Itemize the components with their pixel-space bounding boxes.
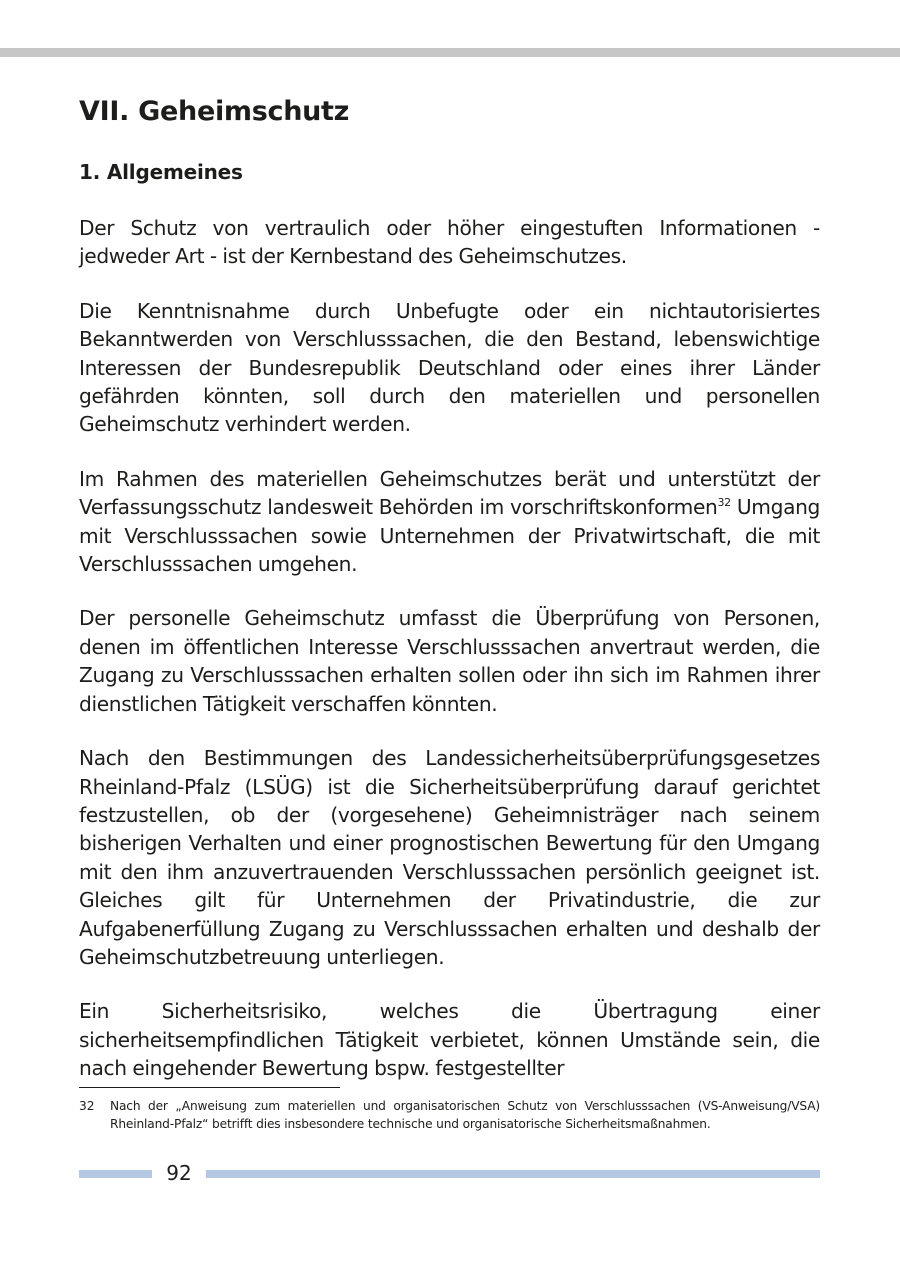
footnote-divider (79, 1087, 340, 1088)
paragraph-3-text-start: Im Rahmen des materiellen Geheimschutzes berät und unterstützt der Verfassungsschutz landesweit Behörden im vorschriftskonformen (79, 466, 820, 520)
page-number: 92 (166, 1161, 192, 1185)
paragraph-6: Ein Sicherheitsrisiko, welches die Übertragung einer sicherheitsempfindlichen Tätigkeit verbietet, können Umstände sein, die nach eingehender Bewertung bspw. festgestellter (79, 999, 820, 1081)
footnote-reference[interactable]: 32 (717, 496, 731, 510)
footnote-number: 32 (79, 1099, 95, 1113)
paragraph-3 (79, 465, 820, 579)
page-body (79, 92, 820, 1083)
footnote-text: Nach der „Anweisung zum materiellen und organisatorischen Schutz von Verschlusssachen (VS-Anweisung/VSA) Rheinland-Pfalz“ betrifft dies insbesondere technische und organisatorische Sicherheitsmaßnahmen. (110, 1099, 820, 1131)
footer-bar-right (206, 1170, 820, 1178)
footer-bar-left (79, 1170, 152, 1178)
paragraph-2: Die Kenntnisnahme durch Unbefugte oder ein nichtautorisiertes Bekanntwerden von Verschlusssachen, die den Bestand, lebenswichtige Interessen der Bundesrepublik Deutschland oder eines ihrer Länder gefährden könnten, soll durch den materiellen und personellen Geheimschutz verhindert werden. (79, 298, 820, 437)
paragraph-4: Der personelle Geheimschutz umfasst die Überprüfung von Personen, denen im öffentlichen Interesse Verschlusssachen anvertraut werden, die Zugang zu Verschlusssachen erhalten sollen oder ihn sich im Rahmen ihrer dienstlichen Tätigkeit verschaffen könnten. (79, 606, 820, 716)
top-divider (0, 48, 900, 57)
paragraph-3-text-end: Umgang mit Verschlusssachen sowie Unternehmen der Privatwirtschaft, die mit Verschlusssachen umgehen. (79, 495, 820, 577)
paragraph-1: Der Schutz von vertraulich oder höher eingestuften Informationen - jedweder Art - ist der Kernbestand des Geheimschutzes. (79, 216, 820, 269)
chapter-title: VII. Geheimschutz (79, 96, 350, 127)
paragraph-5: Nach den Bestimmungen des Landessicherheitsüberprüfungsgesetzes Rheinland-Pfalz (LSÜG) ist die Sicherheitsüberprüfung darauf gerichtet festzustellen, ob der (vorgesehene) Geheimnisträger nach seinem bisherigen Verhalten und einer prognostischen Bewertung für den Umgang mit den ihm anzuvertrauenden Verschlusssachen persönlich geeignet ist. Gleiches gilt für Unternehmen der Privatindustrie, die zur Aufgabenerfüllung Zugang zu Verschlusssachen erhalten und deshalb der Geheimschutzbetreuung unterliegen. (79, 746, 820, 969)
footnote (79, 1097, 820, 1133)
section-title: 1. Allgemeines (79, 160, 243, 184)
